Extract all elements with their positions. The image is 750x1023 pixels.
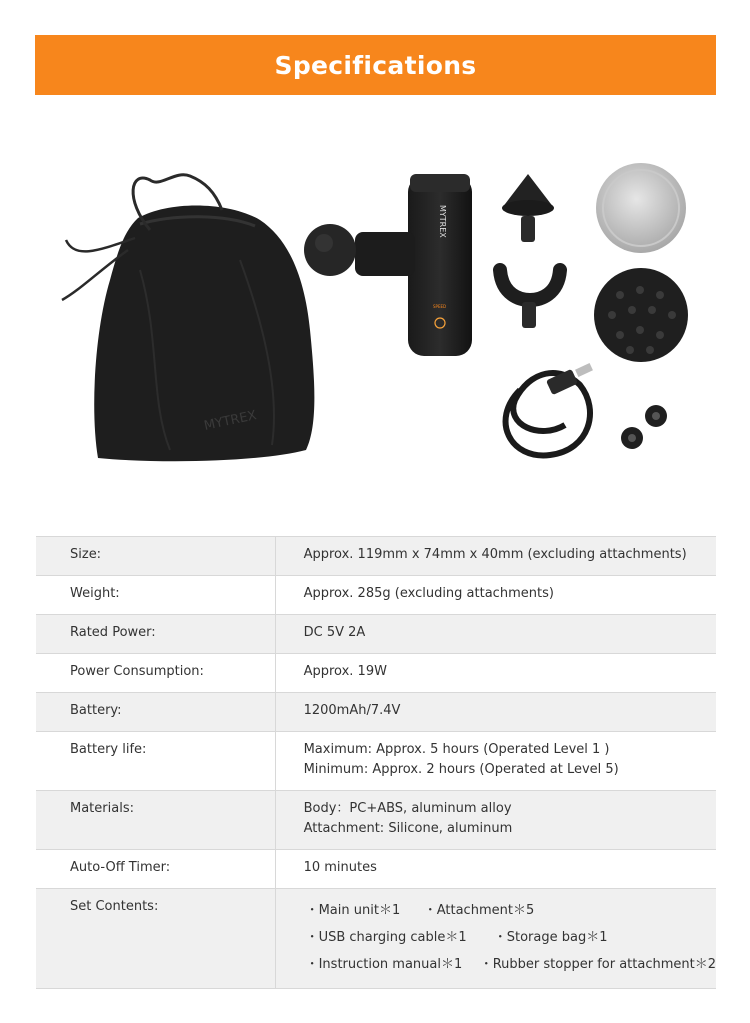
- spec-label: Battery life:: [36, 732, 275, 791]
- spec-label: Size:: [36, 537, 275, 576]
- spec-value-line: Attachment: Silicone, aluminum: [303, 821, 513, 836]
- spec-row-power-consumption: [36, 654, 716, 693]
- spec-value-line: Approx. 119mm x 74mm x 40mm (excluding attachments): [303, 547, 687, 562]
- spec-row-set-contents: [36, 889, 716, 989]
- gun-logo: MYTREX: [438, 205, 447, 238]
- spec-value: [275, 693, 716, 732]
- spec-value: [275, 576, 716, 615]
- spec-value: [275, 889, 716, 989]
- spec-label: Battery:: [36, 693, 275, 732]
- set-contents-item: ・USB charging cable＊1: [305, 930, 467, 945]
- fork-attachment: [500, 270, 560, 328]
- set-contents-row: [304, 951, 716, 978]
- spec-label: Power Consumption:: [36, 654, 275, 693]
- spec-label: Set Contents:: [36, 889, 275, 989]
- spec-value-line: Approx. 19W: [303, 664, 387, 679]
- aluminum-attachment: [596, 163, 686, 253]
- set-contents-row: [304, 897, 716, 924]
- rubber-stoppers: [621, 405, 667, 449]
- spec-label: Weight:: [36, 576, 275, 615]
- storage-bag: [62, 175, 314, 462]
- set-contents-item: ・Main unit＊1: [305, 903, 401, 918]
- spiked-attachment: [594, 268, 688, 362]
- spec-value-line: Approx. 285g (excluding attachments): [303, 586, 554, 601]
- spec-value-line: Body：PC+ABS, aluminum alloy: [303, 801, 512, 816]
- spec-value: [275, 615, 716, 654]
- product-photo: [0, 140, 750, 500]
- spec-label: Auto-Off Timer:: [36, 850, 275, 889]
- set-contents-row: [304, 924, 716, 951]
- page-title: Specifications: [274, 50, 477, 80]
- speed-label: SPEED: [433, 304, 447, 309]
- spec-value-line: 1200mAh/7.4V: [303, 703, 401, 718]
- spec-row-auto-off-timer: [36, 850, 716, 889]
- spec-value: [275, 537, 716, 576]
- spec-row-battery-life: [36, 732, 716, 791]
- spec-value: [275, 791, 716, 850]
- set-contents-item: ・Storage bag＊1: [493, 930, 608, 945]
- spec-row-weight: [36, 576, 716, 615]
- spec-value-line: Maximum: Approx. 5 hours (Operated Level 1 ): [303, 742, 610, 757]
- set-contents-item: ・Instruction manual＊1: [305, 957, 463, 972]
- spec-value: [275, 850, 716, 889]
- spec-value: [275, 654, 716, 693]
- specifications-table: [36, 536, 716, 989]
- spec-value-line: 10 minutes: [303, 860, 377, 875]
- bag-logo: MYTREX: [202, 408, 258, 434]
- spec-value: [275, 732, 716, 791]
- spec-row-battery: [36, 693, 716, 732]
- massage-gun: [304, 174, 472, 356]
- spec-label: Rated Power:: [36, 615, 275, 654]
- spec-value-line: Minimum: Approx. 2 hours (Operated at Level 5): [303, 762, 619, 777]
- set-contents-item: ・Attachment＊5: [423, 903, 535, 918]
- specifications-banner: [35, 35, 716, 95]
- set-contents-item: ・Rubber stopper for attachment＊2: [479, 957, 716, 972]
- spec-row-materials: [36, 791, 716, 850]
- spec-value-line: DC 5V 2A: [303, 625, 366, 640]
- spec-row-rated-power: [36, 615, 716, 654]
- cone-attachment: [502, 174, 554, 242]
- usb-cable: [506, 363, 593, 455]
- spec-label: Materials:: [36, 791, 275, 850]
- spec-row-size: [36, 537, 716, 576]
